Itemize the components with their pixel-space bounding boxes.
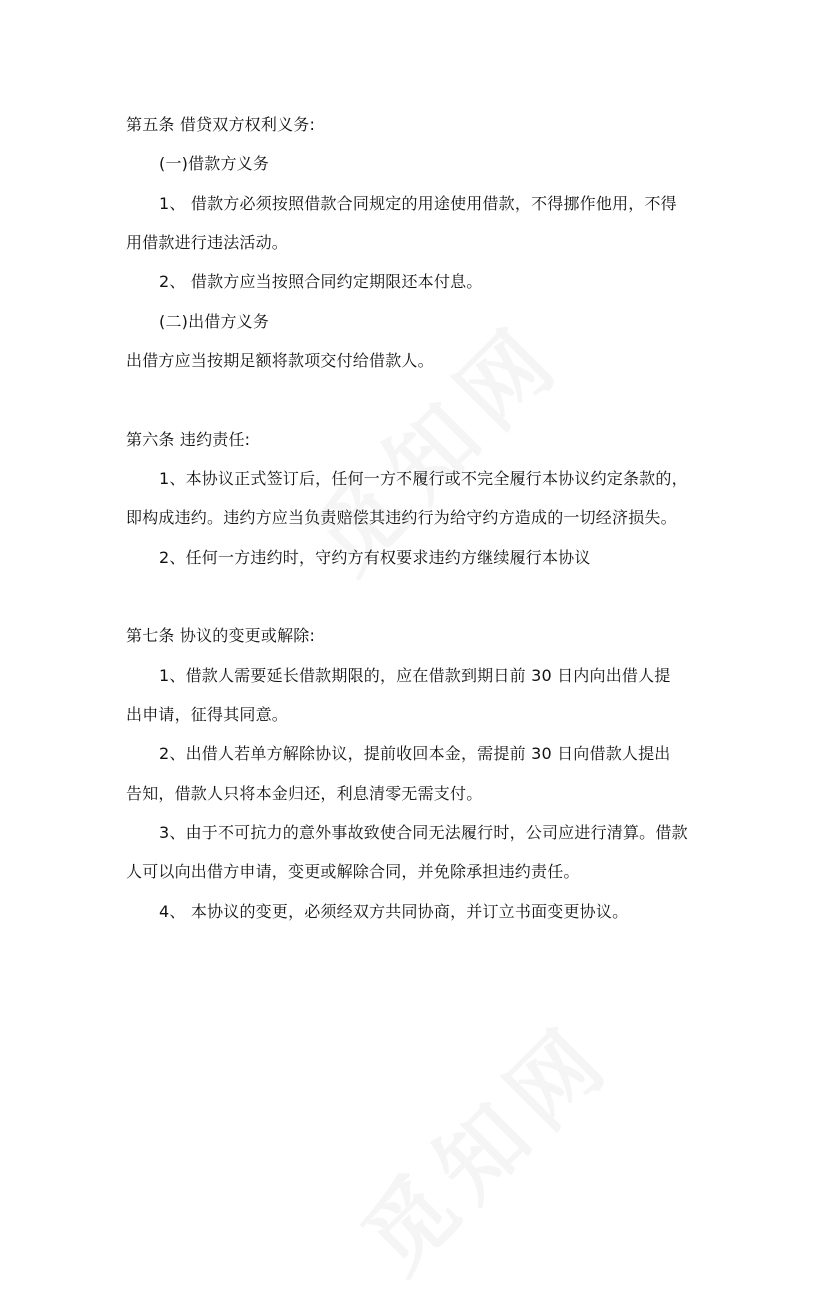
paragraph-line: 4、 本协议的变更，必须经双方共同协商，并订立书面变更协议。: [159, 902, 629, 921]
paragraph-line: 3、由于不可抗力的意外事故致使合同无法履行时，公司应进行清算。借款: [159, 823, 688, 842]
watermark: [330, 990, 635, 1295]
paragraph-line: 2、 借款方应当按照合同约定期限还本付息。: [159, 272, 483, 291]
section-heading: 第七条 协议的变更或解除:: [126, 626, 316, 645]
section-heading: 第五条 借贷双方权利义务:: [126, 115, 316, 134]
paragraph-line: 1、本协议正式签订后，任何一方不履行或不完全履行本协议约定条款的，: [159, 469, 688, 488]
paragraph-line: 告知，借款人只将本金归还，利息清零无需支付。: [126, 784, 483, 803]
paragraph-line: (一)借款方义务: [159, 154, 270, 173]
paragraph-line: 人可以向出借方申请，变更或解除合同，并免除承担违约责任。: [126, 862, 580, 881]
paragraph-line: (二)出借方义务: [159, 312, 270, 331]
paragraph-line: 2、任何一方违约时，守约方有权要求违约方继续履行本协议: [159, 548, 591, 567]
paragraph-line: 出申请，征得其同意。: [126, 705, 289, 724]
paragraph-line: 即构成违约。违约方应当负责赔偿其违约行为给守约方造成的一切经济损失。: [126, 508, 677, 527]
section-heading: 第六条 违约责任:: [126, 430, 251, 449]
paragraph-line: 1、 借款方必须按照借款合同规定的用途使用借款，不得挪作他用，不得: [159, 194, 677, 213]
paragraph-line: 用借款进行违法活动。: [126, 233, 289, 252]
paragraph-line: 2、出借人若单方解除协议，提前收回本金，需提前 30 日向借款人提出: [159, 744, 671, 763]
paragraph-line: 出借方应当按期足额将款项交付给借款人。: [126, 351, 434, 370]
paragraph-line: 1、借款人需要延长借款期限的，应在借款到期日前 30 日内向出借人提: [159, 666, 671, 685]
